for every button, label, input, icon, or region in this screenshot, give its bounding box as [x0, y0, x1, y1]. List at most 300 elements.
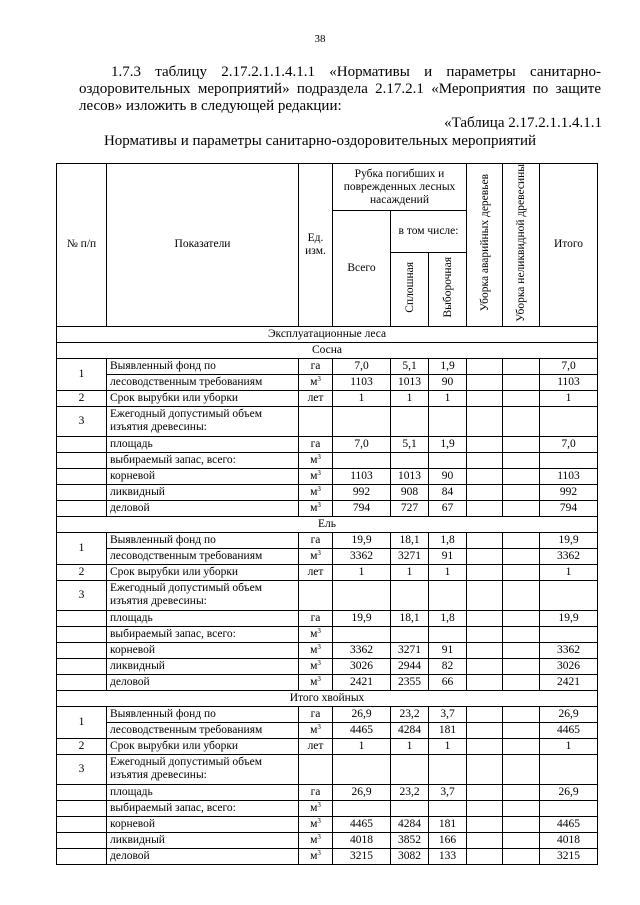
unit-superscript: 3 [317, 374, 321, 383]
table-row [57, 580, 598, 610]
header-num: № п/п [57, 164, 107, 327]
row-total [540, 626, 598, 642]
unit-text: м [310, 723, 318, 736]
row-num [57, 674, 107, 690]
row-emergency [467, 390, 503, 406]
row-total-felling [333, 626, 391, 642]
row-unit [299, 800, 333, 816]
row-total-felling [333, 800, 391, 816]
row-unit [299, 658, 333, 674]
unit-superscript: 3 [317, 674, 321, 683]
species-title [57, 516, 598, 532]
row-unit [299, 406, 333, 436]
row-indicator: выбираемый запас, всего: [107, 626, 299, 642]
row-unit [299, 468, 333, 484]
row-num [57, 784, 107, 800]
row-selective: 90 [429, 374, 467, 390]
row-total-felling: 992 [333, 484, 391, 500]
row-unit [299, 722, 333, 738]
row-indicator: деловой [107, 674, 299, 690]
row-nonliquid [503, 658, 540, 674]
row-indicator: ликвидный [107, 832, 299, 848]
row-nonliquid [503, 754, 540, 784]
row-num [57, 832, 107, 848]
table-row [57, 816, 598, 832]
row-total: 794 [540, 500, 598, 516]
row-unit: лет [299, 738, 333, 754]
unit-text: м [310, 501, 318, 514]
row-emergency [467, 800, 503, 816]
row-nonliquid [503, 674, 540, 690]
row-emergency [467, 374, 503, 390]
row-clear: 5,1 [391, 436, 429, 452]
table-row [57, 626, 598, 642]
row-nonliquid [503, 738, 540, 754]
row-indicator: Ежегодный допустимый объем изъятия древесины: [107, 580, 299, 610]
row-emergency [467, 548, 503, 564]
row-unit [299, 754, 333, 784]
table-row [57, 738, 598, 754]
row-clear: 23,2 [391, 706, 429, 722]
row-nonliquid [503, 500, 540, 516]
table-row [57, 784, 598, 800]
row-indicator: корневой [107, 642, 299, 658]
row-nonliquid [503, 626, 540, 642]
row-nonliquid [503, 832, 540, 848]
table-row [57, 722, 598, 738]
row-total-felling [333, 754, 391, 784]
section-title [57, 326, 598, 342]
intro-paragraph: 1.7.3 таблицу 2.17.2.1.1.4.1.1 «Нормативы и параметры санитарно-оздоровительных мероприятий» подраздела 2.17.2.1 «Мероприятия по защите лесов» изложить в следующей редакции: [79, 64, 601, 114]
unit-text: м [310, 675, 318, 688]
table-row [57, 548, 598, 564]
row-selective: 91 [429, 548, 467, 564]
row-total: 1103 [540, 374, 598, 390]
row-num [57, 800, 107, 816]
unit-superscript: 3 [317, 500, 321, 509]
row-total: 4018 [540, 832, 598, 848]
unit-text: м [310, 643, 318, 656]
row-total-felling: 26,9 [333, 784, 391, 800]
row-clear: 2944 [391, 658, 429, 674]
row-nonliquid [503, 390, 540, 406]
row-emergency [467, 468, 503, 484]
row-emergency [467, 500, 503, 516]
row-total: 7,0 [540, 436, 598, 452]
header-felling: Рубка погибших и поврежденных лесных насаждений [333, 164, 467, 211]
row-total: 3026 [540, 658, 598, 674]
row-indicator: Выявленный фонд по [107, 358, 299, 374]
row-num [57, 816, 107, 832]
unit-text: м [310, 659, 318, 672]
norms-table [56, 163, 598, 865]
row-indicator: Срок вырубки или уборки [107, 390, 299, 406]
row-unit [299, 626, 333, 642]
row-indicator: Срок вырубки или уборки [107, 738, 299, 754]
row-selective: 3,7 [429, 784, 467, 800]
unit-superscript: 3 [317, 816, 321, 825]
row-nonliquid [503, 816, 540, 832]
row-total: 26,9 [540, 784, 598, 800]
unit-text: м [310, 801, 318, 814]
row-unit: га [299, 532, 333, 548]
header-incl: в том числе: [391, 211, 467, 253]
species-title [57, 690, 598, 706]
row-indicator: Выявленный фонд по [107, 706, 299, 722]
row-emergency [467, 816, 503, 832]
table-row [57, 800, 598, 816]
row-num: 3 [57, 754, 107, 784]
row-emergency [467, 610, 503, 626]
row-num [57, 610, 107, 626]
row-total: 19,9 [540, 532, 598, 548]
row-nonliquid [503, 848, 540, 864]
unit-superscript: 3 [317, 832, 321, 841]
row-num: 2 [57, 738, 107, 754]
row-nonliquid [503, 784, 540, 800]
row-clear [391, 406, 429, 436]
row-nonliquid [503, 800, 540, 816]
row-clear [391, 452, 429, 468]
table-body [57, 326, 598, 864]
row-total: 3215 [540, 848, 598, 864]
row-unit [299, 832, 333, 848]
table-row [57, 484, 598, 500]
row-clear: 1013 [391, 468, 429, 484]
row-total [540, 452, 598, 468]
row-nonliquid [503, 374, 540, 390]
table-row [57, 564, 598, 580]
row-total [540, 800, 598, 816]
row-selective: 1,9 [429, 358, 467, 374]
row-total-felling: 1103 [333, 468, 391, 484]
row-total: 2421 [540, 674, 598, 690]
unit-superscript: 3 [317, 484, 321, 493]
row-clear: 18,1 [391, 532, 429, 548]
header-total: Итого [540, 164, 598, 327]
row-emergency [467, 658, 503, 674]
unit-text: м [310, 485, 318, 498]
row-total: 1103 [540, 468, 598, 484]
row-clear: 727 [391, 500, 429, 516]
row-total-felling: 19,9 [333, 532, 391, 548]
row-clear: 3271 [391, 642, 429, 658]
row-selective: 1,9 [429, 436, 467, 452]
row-total-felling [333, 406, 391, 436]
row-total-felling: 7,0 [333, 358, 391, 374]
row-selective: 90 [429, 468, 467, 484]
row-indicator: Срок вырубки или уборки [107, 564, 299, 580]
row-emergency [467, 484, 503, 500]
row-total-felling: 3362 [333, 642, 391, 658]
row-total-felling: 3362 [333, 548, 391, 564]
table-row [57, 674, 598, 690]
row-emergency [467, 580, 503, 610]
unit-superscript: 3 [317, 626, 321, 635]
table-row [57, 452, 598, 468]
row-nonliquid [503, 548, 540, 564]
row-num [57, 500, 107, 516]
unit-superscript: 3 [317, 848, 321, 857]
row-clear: 2355 [391, 674, 429, 690]
row-emergency [467, 564, 503, 580]
header-total-felling: Всего [333, 211, 391, 327]
row-emergency [467, 642, 503, 658]
row-total-felling: 4018 [333, 832, 391, 848]
row-total: 992 [540, 484, 598, 500]
row-total-felling: 794 [333, 500, 391, 516]
row-emergency [467, 784, 503, 800]
row-clear: 3271 [391, 548, 429, 564]
table-row [57, 642, 598, 658]
row-total: 7,0 [540, 358, 598, 374]
page-number: 38 [314, 33, 326, 45]
row-emergency [467, 532, 503, 548]
row-selective: 1 [429, 738, 467, 754]
species-title-label: Сосна [57, 342, 598, 358]
table-row [57, 500, 598, 516]
table-row [57, 436, 598, 452]
table-row [57, 754, 598, 784]
table-row [57, 468, 598, 484]
row-nonliquid [503, 564, 540, 580]
row-unit: га [299, 436, 333, 452]
row-clear: 18,1 [391, 610, 429, 626]
unit-superscript: 3 [317, 722, 321, 731]
row-selective: 1 [429, 564, 467, 580]
row-clear: 3852 [391, 832, 429, 848]
row-emergency [467, 436, 503, 452]
unit-text: м [310, 627, 318, 640]
row-indicator: ликвидный [107, 484, 299, 500]
row-selective: 133 [429, 848, 467, 864]
header-selective-cell [429, 252, 467, 326]
row-unit: га [299, 358, 333, 374]
table-row [57, 406, 598, 436]
row-total: 1 [540, 564, 598, 580]
row-total-felling: 2421 [333, 674, 391, 690]
row-total-felling: 4465 [333, 816, 391, 832]
header-selective: Выборочная [441, 257, 454, 318]
row-emergency [467, 626, 503, 642]
row-emergency [467, 406, 503, 436]
row-unit [299, 674, 333, 690]
header-clear: Сплошная [403, 262, 416, 313]
row-emergency [467, 358, 503, 374]
row-selective [429, 800, 467, 816]
row-nonliquid [503, 452, 540, 468]
row-clear [391, 754, 429, 784]
row-clear: 4284 [391, 816, 429, 832]
row-emergency [467, 738, 503, 754]
row-selective: 84 [429, 484, 467, 500]
row-selective: 3,7 [429, 706, 467, 722]
unit-superscript: 3 [317, 642, 321, 651]
row-nonliquid [503, 722, 540, 738]
row-clear [391, 626, 429, 642]
table-row [57, 374, 598, 390]
row-selective [429, 580, 467, 610]
row-unit [299, 848, 333, 864]
row-indicator: Выявленный фонд по [107, 532, 299, 548]
row-total: 4465 [540, 816, 598, 832]
row-total [540, 580, 598, 610]
row-selective: 82 [429, 658, 467, 674]
row-clear: 4284 [391, 722, 429, 738]
row-num [57, 436, 107, 452]
row-num [57, 468, 107, 484]
header-emergency-cell [467, 164, 503, 327]
header-nonliquid-cell [503, 164, 540, 327]
row-indicator: ликвидный [107, 658, 299, 674]
row-num: 1 [57, 706, 107, 738]
row-indicator: лесоводственным требованиям [107, 374, 299, 390]
unit-superscript: 3 [317, 800, 321, 809]
row-clear: 5,1 [391, 358, 429, 374]
species-title-label: Итого хвойных [57, 690, 598, 706]
row-selective: 67 [429, 500, 467, 516]
row-num: 2 [57, 564, 107, 580]
row-nonliquid [503, 358, 540, 374]
row-total: 1 [540, 390, 598, 406]
table-row [57, 610, 598, 626]
row-total-felling [333, 452, 391, 468]
section-title-label: Эксплуатационные леса [57, 326, 598, 342]
row-emergency [467, 674, 503, 690]
row-nonliquid [503, 580, 540, 610]
row-total-felling: 1 [333, 390, 391, 406]
row-selective: 166 [429, 832, 467, 848]
table-row [57, 706, 598, 722]
species-title-label: Ель [57, 516, 598, 532]
row-total-felling: 7,0 [333, 436, 391, 452]
table-row [57, 390, 598, 406]
row-clear: 3082 [391, 848, 429, 864]
row-total: 3362 [540, 642, 598, 658]
row-unit [299, 580, 333, 610]
row-total-felling: 4465 [333, 722, 391, 738]
row-nonliquid [503, 532, 540, 548]
row-emergency [467, 452, 503, 468]
row-total: 26,9 [540, 706, 598, 722]
table-row [57, 832, 598, 848]
row-total [540, 406, 598, 436]
header-indicator: Показатели [107, 164, 299, 327]
table-row [57, 532, 598, 548]
row-selective: 1,8 [429, 532, 467, 548]
header-unit: Ед. изм. [299, 164, 333, 327]
unit-superscript: 3 [317, 548, 321, 557]
row-clear: 908 [391, 484, 429, 500]
unit-text: м [310, 375, 318, 388]
row-emergency [467, 754, 503, 784]
header-nonliquid: Уборка неликвидной древесины [515, 164, 527, 322]
row-nonliquid [503, 642, 540, 658]
row-num: 2 [57, 390, 107, 406]
row-unit [299, 374, 333, 390]
row-num [57, 484, 107, 500]
row-selective: 181 [429, 816, 467, 832]
row-clear: 1 [391, 738, 429, 754]
unit-superscript: 3 [317, 468, 321, 477]
header-clear-cell [391, 252, 429, 326]
unit-text: м [310, 849, 318, 862]
row-indicator: деловой [107, 848, 299, 864]
row-num: 1 [57, 358, 107, 390]
row-unit [299, 452, 333, 468]
row-total-felling: 1 [333, 738, 391, 754]
row-unit [299, 484, 333, 500]
row-indicator: корневой [107, 468, 299, 484]
row-selective: 1 [429, 390, 467, 406]
row-total-felling: 1 [333, 564, 391, 580]
row-total: 3362 [540, 548, 598, 564]
row-selective: 91 [429, 642, 467, 658]
table-reference: «Таблица 2.17.2.1.1.4.1.1 [444, 115, 602, 131]
row-selective [429, 754, 467, 784]
row-indicator: лесоводственным требованиям [107, 548, 299, 564]
row-selective [429, 626, 467, 642]
row-indicator: Ежегодный допустимый объем изъятия древесины: [107, 406, 299, 436]
row-num: 3 [57, 580, 107, 610]
row-num [57, 642, 107, 658]
row-total [540, 754, 598, 784]
row-total-felling [333, 580, 391, 610]
row-indicator: лесоводственным требованиям [107, 722, 299, 738]
row-nonliquid [503, 436, 540, 452]
table-row [57, 358, 598, 374]
row-unit: га [299, 610, 333, 626]
unit-text: м [310, 453, 318, 466]
table-title: Нормативы и параметры санитарно-оздоровительных мероприятий [103, 133, 537, 149]
row-total: 19,9 [540, 610, 598, 626]
unit-superscript: 3 [317, 658, 321, 667]
row-unit [299, 548, 333, 564]
row-total-felling: 3026 [333, 658, 391, 674]
row-emergency [467, 722, 503, 738]
row-nonliquid [503, 484, 540, 500]
row-unit [299, 816, 333, 832]
row-emergency [467, 706, 503, 722]
row-clear [391, 800, 429, 816]
row-unit [299, 500, 333, 516]
row-indicator: корневой [107, 816, 299, 832]
row-selective: 181 [429, 722, 467, 738]
row-num [57, 452, 107, 468]
row-clear: 23,2 [391, 784, 429, 800]
row-nonliquid [503, 706, 540, 722]
row-num [57, 848, 107, 864]
row-total-felling: 26,9 [333, 706, 391, 722]
row-unit: лет [299, 564, 333, 580]
row-num: 1 [57, 532, 107, 564]
row-nonliquid [503, 610, 540, 626]
row-unit: га [299, 706, 333, 722]
table-row [57, 658, 598, 674]
row-nonliquid [503, 468, 540, 484]
row-unit: га [299, 784, 333, 800]
species-title [57, 342, 598, 358]
table-header [57, 164, 598, 327]
row-num: 3 [57, 406, 107, 436]
row-unit [299, 642, 333, 658]
row-num [57, 626, 107, 642]
row-emergency [467, 832, 503, 848]
row-selective [429, 406, 467, 436]
row-total: 1 [540, 738, 598, 754]
unit-text: м [310, 549, 318, 562]
row-total: 4465 [540, 722, 598, 738]
